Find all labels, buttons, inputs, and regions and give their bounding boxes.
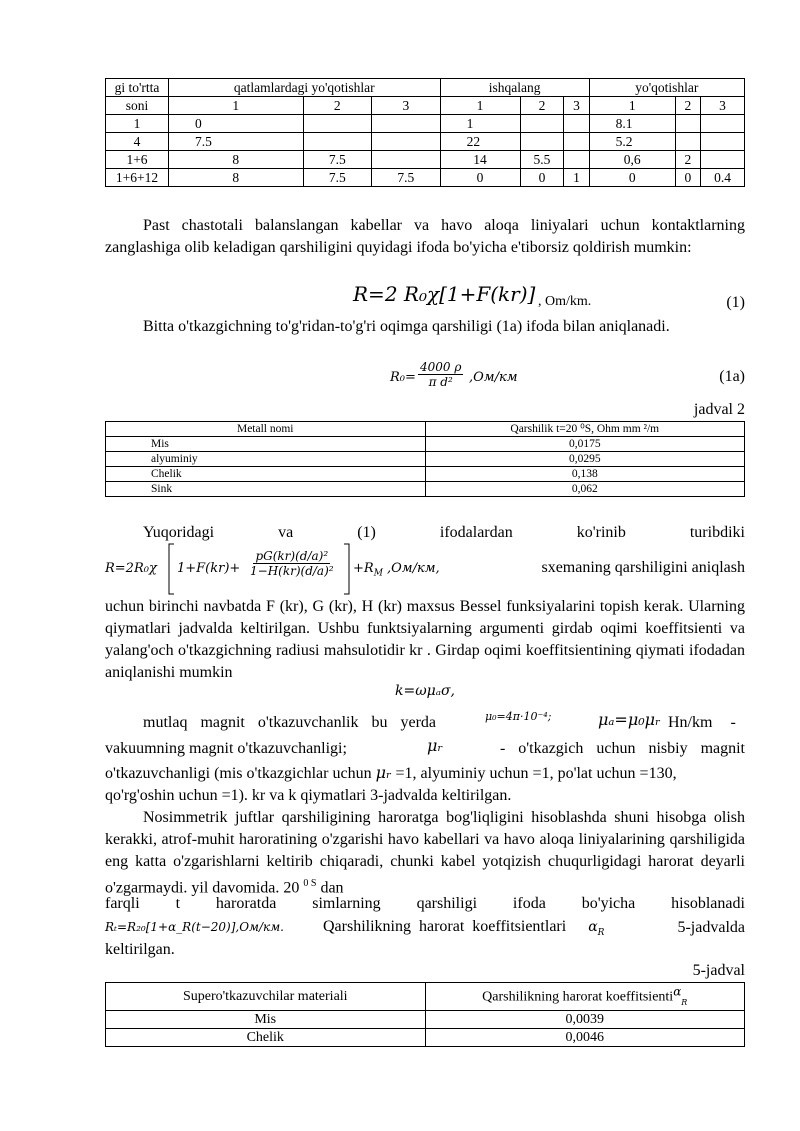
table-cell: 1: [106, 115, 169, 133]
table-header-cell: gi to'rtta: [106, 79, 169, 97]
table-row: [106, 151, 745, 169]
paragraph-intro: Past chastotali balanslangan kabellar va havo aloqa liniyalari uchun kontaktlarning zanglashiga olib keladigan qarshiligini quyidagi ifoda bo'yicha e'tiborsiz qoldirish mumkin:: [105, 217, 745, 256]
equation-2-inner: 1+F(kr)+: [177, 561, 241, 576]
equation-2-after: sxemaning qarshiligini aniqlash: [541, 559, 745, 576]
table-row: [106, 452, 745, 467]
table-header-cell: 2: [520, 97, 564, 115]
equation-2-lhs: R=2R₀χ: [105, 561, 157, 576]
table-cell: [372, 115, 441, 133]
alpha-text: α: [673, 984, 682, 998]
table-cell: [520, 133, 564, 151]
text: keltirilgan.: [105, 941, 175, 958]
table-header-cell: [425, 983, 745, 1011]
equation-1a: [105, 360, 745, 398]
equation-2-unit: ,Ом/км,: [387, 561, 440, 576]
equation-4: Rₜ=R₂₀[1+α_R(t−20)],Ом/км.: [105, 920, 284, 934]
word: qarshiligi: [416, 895, 478, 912]
equation-1-unit: , Om/km.: [538, 294, 592, 309]
table-cell: 0: [169, 115, 304, 133]
text: Hn/km -: [668, 714, 736, 731]
equation-2-tail-text: +R: [353, 561, 374, 576]
table-cell: [372, 151, 441, 169]
equation-1a-denominator: π d²: [428, 375, 453, 389]
word: t: [175, 895, 181, 912]
paragraph-bessel: uchun birinchi navbatda F (kr), G (kr), H (kr) maxsus Bessel funksiyalarini topish kerak. Ularning qiymatlari jadvalda keltirilgan. Ushbu funktsiyalarning argumenti girdab oqimi koeffitsienti va yalang'och o'tkazgichning radiusi mahsulotidir kr . Girdap oqimi koeffitsientining qiymati ifodadan aniqlanishi mumkin: [105, 598, 745, 681]
table-header-cell: 3: [701, 97, 745, 115]
table-cell: 0,0039: [425, 1011, 745, 1029]
table-cell: Mis: [106, 1011, 426, 1029]
table-cell: 7.5: [303, 169, 372, 187]
table-cell: [701, 115, 745, 133]
table-header-row: [106, 983, 745, 1011]
table-header-cell: 1: [440, 97, 520, 115]
table-cell: 1+6: [106, 151, 169, 169]
table-cell: 1+6+12: [106, 169, 169, 187]
table-cell: [372, 133, 441, 151]
table-cell: 7.5: [372, 169, 441, 187]
text: 5-jadvalda: [677, 919, 745, 936]
word: ifoda: [512, 895, 546, 912]
table-header-cell: 2: [675, 97, 700, 115]
table-row: [106, 169, 745, 187]
table-cell: 5.2: [589, 133, 675, 151]
word: hisoblanadi: [671, 895, 745, 912]
alpha-sub: R: [681, 997, 688, 1007]
table-cell: [701, 133, 745, 151]
text: Qarshilikning harorat koeffitsientlari: [323, 918, 567, 935]
table-cell: alyuminiy: [106, 452, 426, 467]
equation-2-denominator: 1−H(kr)(d/a)²: [250, 564, 334, 578]
right-bracket-icon: [343, 543, 351, 595]
word: turibdiki: [689, 524, 745, 541]
table-cell: 8.1: [589, 115, 675, 133]
degree-superscript: 0 S: [303, 878, 317, 889]
text: dan: [320, 879, 344, 897]
table-cell: 2: [675, 151, 700, 169]
paragraph-resistance: Bitta o'tkazgichning to'g'ridan-to'g'ri oqimga qarshiligi (1a) ifoda bilan aniqlanadi.: [143, 318, 670, 335]
table-cell: 22: [440, 133, 520, 151]
table-cell: [675, 115, 700, 133]
equation-1: [105, 282, 745, 312]
equation-2-tail: [353, 561, 383, 579]
table-cell: Chelik: [106, 467, 426, 482]
equation-2: [105, 541, 745, 597]
table-cell: [520, 115, 564, 133]
table-header-cell: Supero'tkazuvchilar materiali: [106, 983, 426, 1011]
table-row: [106, 482, 745, 497]
equation-1a-lhs: R₀=: [390, 370, 416, 385]
alpha-text: α: [588, 919, 598, 935]
equation-1a-fraction: [418, 360, 463, 389]
word: (1): [357, 524, 376, 541]
equation-1a-unit: ,Ом/км: [469, 370, 518, 385]
losses-table: [105, 78, 745, 187]
table-cell: [701, 151, 745, 169]
equation-1a-number: (1a): [719, 368, 745, 385]
table-cell: 0,6: [589, 151, 675, 169]
table-cell: 0,0175: [425, 437, 745, 452]
table-cell: 0: [440, 169, 520, 187]
table-cell: 0,062: [425, 482, 745, 497]
table-5-caption: 5-jadval: [692, 962, 745, 979]
paragraph-temperature-line: [105, 895, 745, 913]
table-header-cell: 1: [589, 97, 675, 115]
table-2-caption: jadval 2: [693, 401, 745, 418]
equation-1-number: (1): [726, 294, 745, 311]
table-cell: Mis: [106, 437, 426, 452]
equation-1-formula: R=2 R₀χ[1+F(kr)]: [353, 282, 536, 306]
table-cell: 8: [169, 151, 304, 169]
table-ref-text-line-2: [105, 939, 745, 961]
table-cell: 1: [440, 115, 520, 133]
table-header-cell: ishqalang: [440, 79, 589, 97]
equation-1a-numerator: 4000 ρ: [420, 360, 462, 374]
table-cell: [564, 133, 589, 151]
table-cell: [675, 133, 700, 151]
temperature-coefficient-table: [105, 982, 745, 1047]
table-ref-text: [105, 917, 745, 939]
word: haroratda: [215, 895, 277, 912]
table-header-cell: Metall nomi: [106, 422, 426, 437]
table-cell: 8: [169, 169, 304, 187]
header-text: Qarshilikning harorat koeffitsienti: [482, 989, 674, 1005]
text: =1, alyuminiy uchun =1, po'lat uchun =130, qo'rg'oshin uchun =1). kr va k qiymatlari 3-jadvalda keltirilgan.: [105, 765, 677, 804]
text: vakuumning magnit o'tkazuvchanligi;: [105, 740, 347, 757]
table-cell: 7.5: [169, 133, 304, 151]
table-cell: 0: [589, 169, 675, 187]
metal-resistance-table: [105, 421, 745, 497]
table-header-row: [106, 422, 745, 437]
word: bo'yicha: [581, 895, 636, 912]
table-cell: 14: [440, 151, 520, 169]
table-cell: [303, 133, 372, 151]
equation-2-numerator: pG(kr)(d/a)²: [255, 549, 329, 563]
table-cell: 5.5: [520, 151, 564, 169]
equation-3: k=ωμₐσ,: [395, 683, 455, 699]
table-header-row: [106, 97, 745, 115]
mur-symbol: μᵣ: [375, 763, 392, 782]
paragraph-from-expressions: [105, 524, 745, 542]
table-header-cell: 3: [564, 97, 589, 115]
word: ifodalardan: [439, 524, 513, 541]
alpha-sub: R: [597, 927, 605, 938]
table-cell: 4: [106, 133, 169, 151]
table-cell: 7.5: [303, 151, 372, 169]
paragraph-temperature: [105, 807, 745, 899]
table-row: [106, 1029, 745, 1047]
table-row: [106, 1011, 745, 1029]
table-cell: 0,0295: [425, 452, 745, 467]
table-row: [106, 437, 745, 452]
table-cell: Sink: [106, 482, 426, 497]
table-header-cell: yo'qotishlar: [589, 79, 744, 97]
word: farqli: [105, 895, 140, 912]
left-bracket-icon: [167, 543, 175, 595]
table-header-cell: 2: [303, 97, 372, 115]
table-header-cell: Qarshilik t=20 ⁰S, Ohm mm ²/m: [425, 422, 745, 437]
text: mutlaq magnit o'tkazuvchanlik bu yerda: [143, 714, 437, 731]
mur-symbol: μᵣ: [427, 736, 443, 755]
table-cell: [564, 115, 589, 133]
word: va: [278, 524, 294, 541]
word: ko'rinib: [576, 524, 626, 541]
text: Nosimmetrik juftlar qarshiligining haroratga bog'liqligini hisoblashda shuni hisobga olish kerakki, atrof-muhit haroratining o'zgarishi havo kabellari va havo aloqa liniyalarining qarshiligida eng katta o'zgarishlarni keltirib chiqaradi, chunki kabel yotqizish chuqurligidagi harorat deyarli o'zgarmaydi. yil davomida. 20: [105, 809, 745, 897]
mua-formula: μₐ=μ₀μᵣ: [598, 710, 661, 729]
table-cell: [564, 151, 589, 169]
table-row: [106, 133, 745, 151]
equation-2-fraction: [250, 549, 334, 578]
table-header-cell: 3: [372, 97, 441, 115]
word: Yuqoridagi: [143, 524, 215, 541]
table-cell: 0: [675, 169, 700, 187]
table-cell: Chelik: [106, 1029, 426, 1047]
table-cell: 1: [564, 169, 589, 187]
text: - o'tkazgich uchun nisbiy magnit: [499, 740, 745, 757]
equation-2-tail-sub: M: [373, 568, 383, 579]
table-row: [106, 115, 745, 133]
paragraph-permeability-line-3: [105, 762, 745, 807]
table-cell: 0,138: [425, 467, 745, 482]
table-cell: 0.4: [701, 169, 745, 187]
table-header-row: [106, 79, 745, 97]
table-cell: [303, 115, 372, 133]
table-header-cell: qatlamlardagi yo'qotishlar: [169, 79, 441, 97]
word: simlarning: [312, 895, 381, 912]
mu0-formula: μ₀=4π·10⁻⁴;: [485, 710, 552, 723]
table-header-cell: soni: [106, 97, 169, 115]
text: o'tkazuvchanligi (mis o'tkazgichlar uchun: [105, 765, 372, 782]
paragraph-permeability-line-1: [105, 710, 745, 732]
table-header-cell: 1: [169, 97, 304, 115]
table-cell: 0,0046: [425, 1029, 745, 1047]
table-cell: 0: [520, 169, 564, 187]
alpha-symbol: [673, 984, 688, 1007]
paragraph-permeability-line-2: [105, 736, 745, 758]
table-row: [106, 467, 745, 482]
